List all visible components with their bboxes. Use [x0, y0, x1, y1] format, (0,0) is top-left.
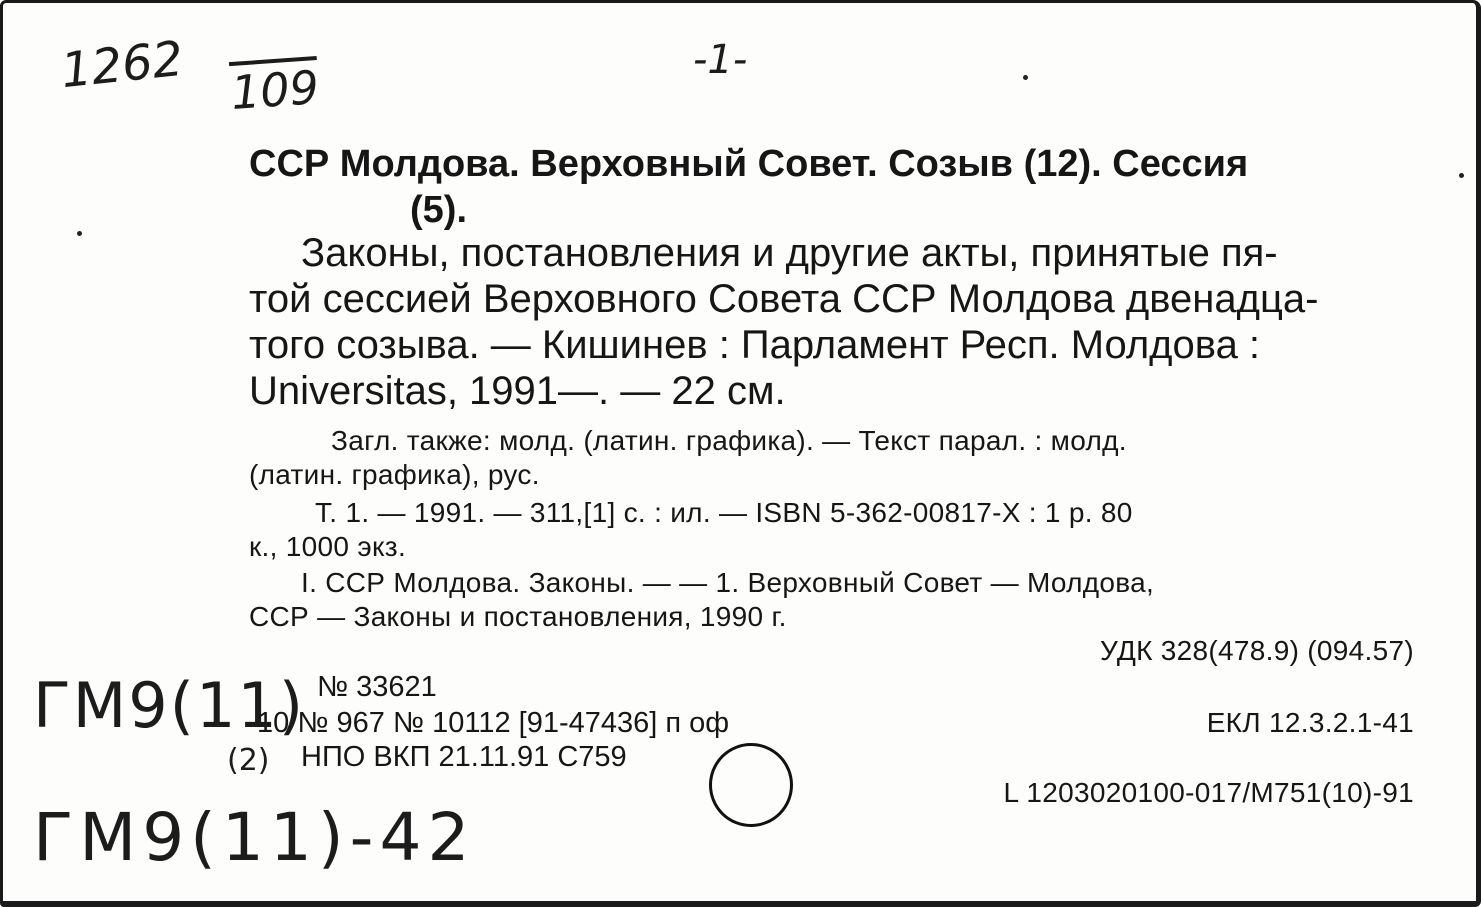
imprint-number: № 33621 — [317, 671, 437, 703]
handwritten-shelf-mark-2: ГМ9(11)-42 — [33, 799, 476, 876]
title-line: того созыва. — Кишинев : Парламент Респ. Молдова : — [249, 323, 1261, 367]
handwritten-catalog-number-sub: 109 — [229, 60, 321, 120]
title-line: Universitas, 1991—. — 22 см. — [249, 369, 786, 413]
stamp-circle — [709, 743, 793, 827]
ekl-code: ЕКЛ 12.3.2.1-41 — [1206, 707, 1414, 738]
handwritten-shelf-mark-1-sub: (2) — [227, 743, 270, 778]
notes-line: Загл. также: молд. (латин. графика). — Текст парал. : молд. — [331, 425, 1127, 456]
udk-code: УДК 328(478.9) (094.57) — [1100, 635, 1414, 666]
handwritten-shelf-mark-1: ГМ9(11) — [33, 669, 306, 742]
record-heading-line-1: ССР Молдова. Верховный Совет. Созыв (12). Сессия — [249, 143, 1249, 185]
speck-dot — [1459, 173, 1464, 178]
notes-line: Т. 1. — 1991. — 311,[1] с. : ил. — ISBN 5-362-00817-X : 1 р. 80 — [315, 497, 1133, 528]
notes-line: I. ССР Молдова. Законы. — — 1. Верховный Совет — Молдова, — [301, 567, 1155, 598]
speck-dot — [77, 231, 82, 236]
l-code: L 1203020100-017/М751(10)-91 — [1003, 777, 1414, 808]
notes-line: ССР — Законы и постановления, 1990 г. — [249, 601, 787, 632]
handwritten-page-marker: -1- — [693, 37, 748, 83]
handwritten-catalog-number: 1262 — [58, 30, 186, 100]
record-heading-line-2: (5). — [410, 189, 467, 231]
notes-line: к., 1000 экз. — [249, 531, 407, 562]
imprint-order: 10 № 967 № 10112 [91-47436] п оф — [257, 707, 730, 739]
title-line: Законы, постановления и другие акты, принятые пя- — [301, 231, 1278, 275]
imprint-printer: НПО ВКП 21.11.91 С759 — [301, 741, 627, 773]
title-line: той сессией Верховного Совета ССР Молдова двенадца- — [249, 277, 1319, 321]
speck-dot — [1023, 75, 1028, 80]
notes-line: (латин. графика), рус. — [249, 459, 540, 490]
